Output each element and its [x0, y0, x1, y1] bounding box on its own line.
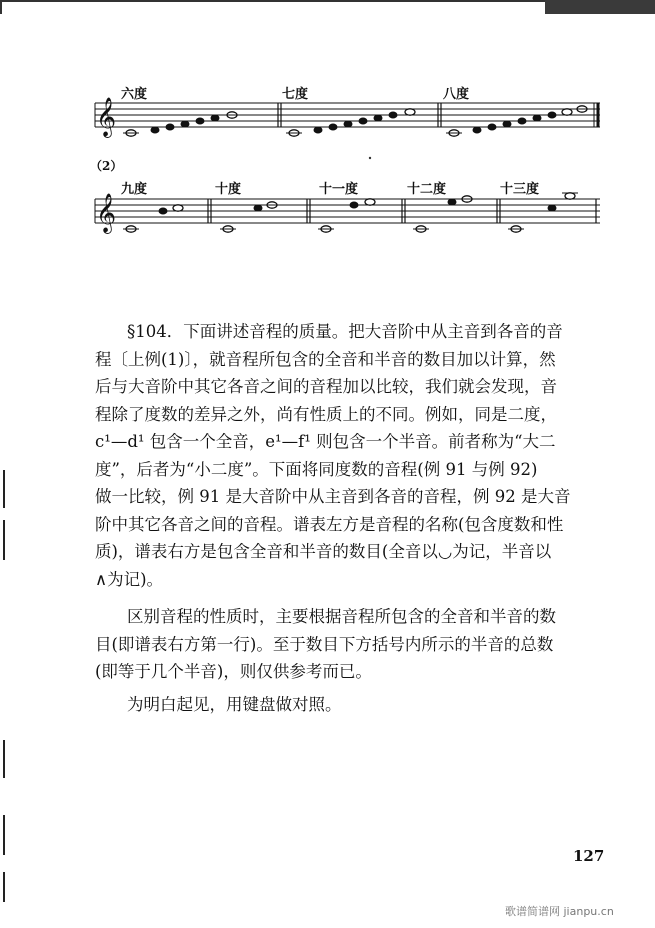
text-line: 阶中其它各音之间的音程。谱表左方是音程的名称(包含度数和性 [95, 514, 564, 534]
example-tag: （2） [90, 159, 123, 173]
notes-ninth [123, 205, 183, 232]
text-line: 为明白起见，用键盘做对照。 [127, 695, 342, 714]
interval-label: 十度 [215, 182, 242, 197]
text-line: ∧为记)。 [95, 569, 164, 589]
staff-2 [95, 199, 600, 223]
treble-clef-icon: 𝄞 [96, 193, 117, 233]
interval-label: 八度 [443, 87, 470, 102]
interval-label: 九度 [121, 182, 148, 197]
text-line: 目(即谱表右方第一行)。至于数目下方括号内所示的半音的总数 [95, 634, 554, 654]
text-line: 后与大音阶中其它各音之间的音程加以比较，我们就会发现，音 [95, 377, 557, 396]
paragraph-distinguish-quality [95, 603, 610, 686]
notes-seventh [286, 109, 415, 136]
notes-twelfth [413, 196, 472, 232]
paragraph-keyboard-note [95, 691, 610, 719]
text-line: 质)，谱表右方是包含全音和半音的数目(全音以◡为记，半音以 [95, 542, 552, 561]
margin-mark [3, 740, 5, 778]
interval-label: 十二度 [407, 182, 447, 197]
text-line: 程〔上例(1)〕，就音程所包含的全音和半音的数目加以计算，然 [95, 349, 556, 369]
page-number: 127 [573, 847, 605, 865]
interval-label: 七度 [282, 87, 309, 102]
interval-label: 十三度 [500, 182, 540, 197]
text-line: (即等于几个半音)，则仅供参考而已。 [95, 662, 372, 681]
text-line: 做一比较，例 91 是大音阶中从主音到各音的音程，例 92 是大音 [95, 487, 571, 506]
watermark: 歌谱简谱网 jianpu.cn [505, 905, 614, 918]
text-line: c¹—d¹ 包含一个全音，e¹—f¹ 则包含一个半音。前者称为“大二 [95, 432, 556, 451]
interval-label: 六度 [121, 87, 148, 102]
music-examples [0, 0, 655, 260]
paragraph-intervals-quality [95, 318, 610, 593]
margin-mark [3, 872, 5, 902]
margin-mark [3, 815, 5, 855]
treble-clef-icon: 𝄞 [96, 97, 117, 137]
interval-label: 十一度 [319, 182, 359, 197]
notes-eleventh [318, 199, 375, 232]
text-line: §104．下面讲述音程的质量。把大音阶中从主音到各音的音 [127, 322, 563, 341]
music-staves-svg [0, 0, 655, 260]
margin-mark [3, 520, 5, 560]
margin-mark [3, 470, 5, 508]
text-line: 程除了度数的差异之外，尚有性质上的不同。例如，同是二度， [95, 404, 557, 424]
text-line: 度”，后者为“小二度”。下面将同度数的音程(例 91 与例 92) [95, 459, 538, 479]
text-line: 区别音程的性质时，主要根据音程所包含的全音和半音的数 [127, 607, 556, 626]
